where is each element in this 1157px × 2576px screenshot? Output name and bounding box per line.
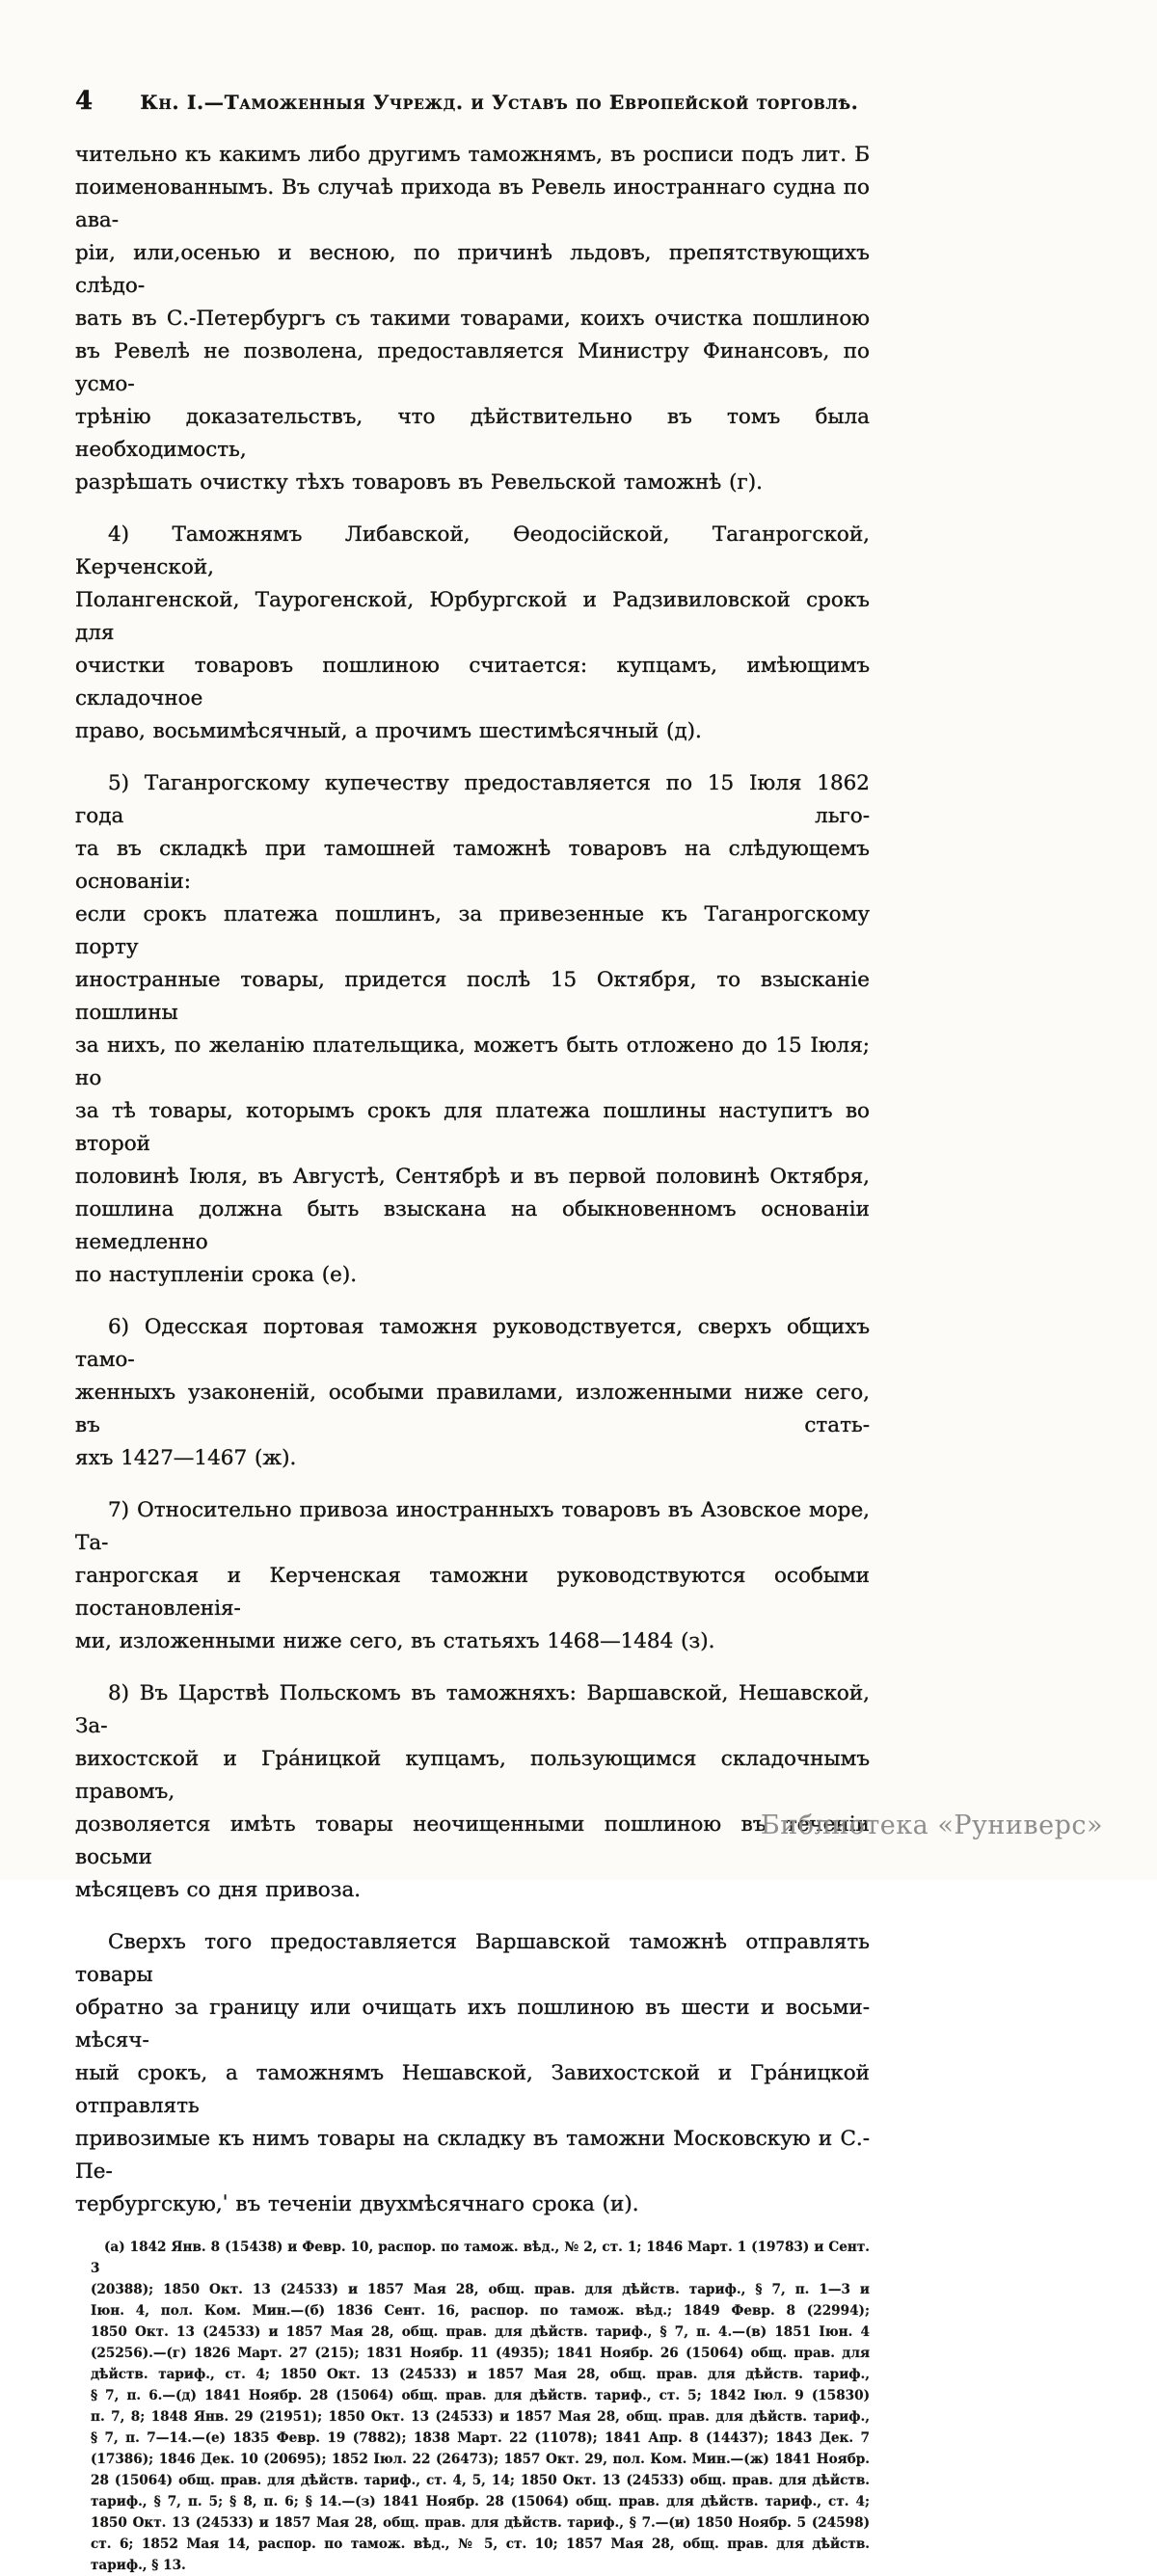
footnote-line: (а) 1842 Янв. 8 (15438) и Февр. 10, распор. по тамож. вѣд., № 2, ст. 1; 1846 Март. 1 (19783) и Сент. 3 <box>91 2240 870 2276</box>
text-line: 6) Одесская портовая таможня руководствуется, сверхъ общихъ тамо- <box>75 1315 870 1372</box>
text-line: ріи, или,осенью и весною, по причинѣ льдовъ, препятствующихъ слѣдо- <box>75 241 870 298</box>
footnote-line: ст. 6; 1852 Мая 14, распор. по тамож. вѣд., № 5, ст. 10; 1857 Мая 28, общ. прав. для дѣйств. <box>91 2536 870 2552</box>
text-line: тербургскую,ˈ въ теченіи двухмѣсячнаго срока (и). <box>75 2192 639 2216</box>
text-line: яхъ 1427—1467 (ж). <box>75 1446 297 1470</box>
footnote-line: (17386); 1846 Дек. 10 (20695); 1852 Іюл. 22 (26473); 1857 Окт. 29, пол. Ком. Мин.—(ж) 1841 Ноябр. <box>91 2452 870 2467</box>
text-line: поименованнымъ. Въ случаѣ прихода въ Ревель иностраннаго судна по ава- <box>75 175 870 232</box>
paragraph <box>75 1311 870 1475</box>
text-line: чительно къ какимъ либо другимъ таможнямъ, въ росписи подъ лит. Б <box>75 143 870 167</box>
text-line: пошлина должна быть взыскана на обыкновенномъ основаніи немедленно <box>75 1197 870 1254</box>
text-line: привозимые къ нимъ товары на складку въ таможни Московскую и С.-Пе- <box>75 2127 870 2184</box>
text-line: право, восьмимѣсячный, а прочимъ шестимѣсячный (д). <box>75 719 702 743</box>
body-text <box>75 139 870 2221</box>
text-line: за нихъ, по желанію плательщика, можетъ быть отложено до 15 Іюля; но <box>75 1033 870 1090</box>
paragraph <box>75 767 870 1292</box>
text-line: женныхъ узаконеній, особыми правилами, изложенными ниже сего, въ стать- <box>75 1381 870 1437</box>
page-header <box>75 87 870 116</box>
paragraph <box>75 519 870 748</box>
text-line: въ Ревелѣ не позволена, предоставляется Министру Финансовъ, по усмо- <box>75 339 870 396</box>
footnote-line: Іюн. 4, пол. Ком. Мин.—(б) 1836 Сент. 16, распор. по тамож. вѣд.; 1849 Февр. 8 (22994); <box>91 2303 870 2319</box>
text-line: Сверхъ того предоставляется Варшавской таможнѣ отправлять товары <box>75 1930 870 1987</box>
text-line: дозволяется имѣть товары неочищенными пошлиною въ теченіи восьми <box>75 1812 870 1869</box>
paragraph <box>75 1926 870 2221</box>
page-number: 4 <box>75 87 94 116</box>
footnote-line: тариф., § 13. <box>91 2558 186 2573</box>
text-block <box>75 87 870 2576</box>
running-title: Кн. I.—Таможенныя Учрежд. и Уставъ по Европейской торговлѣ. <box>140 91 859 114</box>
text-line: половинѣ Іюля, въ Августѣ, Сентябрѣ и въ первой половинѣ Октября, <box>75 1165 870 1189</box>
text-line: 7) Относительно привоза иностранныхъ товаровъ въ Азовское море, Та- <box>75 1498 870 1555</box>
paragraph <box>75 1494 870 1658</box>
footnotes <box>75 2237 870 2576</box>
text-line: если срокъ платежа пошлинъ, за привезенные къ Таганрогскому порту <box>75 902 870 959</box>
footnote-line: (20388); 1850 Окт. 13 (24533) и 1857 Мая 28, общ. прав. для дѣйств. тариф., § 7, п. 1—3 и <box>91 2282 870 2297</box>
text-line: Полангенской, Таурогенской, Юрбургской и Радзивиловской срокъ для <box>75 588 870 645</box>
text-line: разрѣшать очистку тѣхъ товаровъ въ Ревельской таможнѣ (г). <box>75 470 763 495</box>
footnote-line: дѣйств. тариф., ст. 4; 1850 Окт. 13 (24533) и 1857 Мая 28, общ. прав. для дѣйств. тариф., <box>91 2367 870 2382</box>
text-line: вать въ С.-Петербургъ съ такими товарами, коихъ очистка пошлиною <box>75 307 870 331</box>
text-line: 8) Въ Царствѣ Польскомъ въ таможняхъ: Варшавской, Нешавской, За- <box>75 1681 870 1738</box>
footnote-line: § 7, п. 7—14.—(е) 1835 Февр. 19 (7882); 1838 Март. 22 (11078); 1841 Апр. 8 (14437); 1843 Дек. 7 <box>91 2430 870 2446</box>
text-line: ный срокъ, а таможнямъ Нешавской, Завихостской и Гра́ницкой отправлять <box>75 2061 870 2118</box>
text-line: 5) Таганрогскому купечеству предоставляется по 15 Іюля 1862 года льго- <box>75 771 870 828</box>
text-line: та въ складкѣ при тамошней таможнѣ товаровъ на слѣдующемъ основаніи: <box>75 837 870 894</box>
footnote-line: п. 7, 8; 1848 Янв. 29 (21951); 1850 Окт. 13 (24533) и 1857 Мая 28, общ. прав. для дѣйств. тариф., <box>91 2409 870 2425</box>
text-line: вихостской и Гра́ницкой купцамъ, пользующимся складочнымъ правомъ, <box>75 1747 870 1804</box>
footnote-line: § 7, п. 6.—(д) 1841 Ноябр. 28 (15064) общ. прав. для дѣйств. тариф., ст. 5; 1842 Іюл. 9 (15830) <box>91 2388 870 2403</box>
footnote-line: 1850 Окт. 13 (24533) и 1857 Мая 28, общ. прав. для дѣйств. тариф., § 7.—(и) 1850 Ноябр. 5 (24598) <box>91 2515 870 2531</box>
text-line: обратно за границу или очищать ихъ пошлиною въ шести и восьми-мѣсяч- <box>75 1996 870 2053</box>
paragraph <box>75 1677 870 1907</box>
footnote-line: тариф., § 7, п. 5; § 8, п. 6; § 14.—(з) 1841 Ноябр. 28 (15064) общ. прав. для дѣйств. тариф., ст. 4; <box>91 2494 870 2509</box>
text-line: за тѣ товары, которымъ срокъ для платежа пошлины наступитъ во второй <box>75 1099 870 1156</box>
text-line: мѣсяцевъ со дня привоза. <box>75 1878 362 1902</box>
text-line: иностранные товары, придется послѣ 15 Октября, то взысканіе пошлины <box>75 968 870 1025</box>
watermark: Библиотека «Руниверс» <box>760 1811 1103 1840</box>
text-line: по наступленіи срока (е). <box>75 1263 358 1287</box>
text-line: ганрогская и Керченская таможни руководствуются особыми постановленія- <box>75 1564 870 1621</box>
text-line: ми, изложенными ниже сего, въ статьяхъ 1468—1484 (з). <box>75 1629 715 1653</box>
footnote-line: 28 (15064) общ. прав. для дѣйств. тариф., ст. 4, 5, 14; 1850 Окт. 13 (24533) общ. прав. для дѣйств. <box>91 2473 870 2488</box>
paragraph <box>75 139 870 499</box>
footnote-line: 1850 Окт. 13 (24533) и 1857 Мая 28, общ. прав. для дѣйств. тариф., § 7, п. 4.—(в) 1851 Іюн. 4 <box>91 2324 870 2340</box>
text-line: 4) Таможнямъ Либавской, Ѳеодосійской, Таганрогской, Керченской, <box>75 523 870 579</box>
text-line: очистки товаровъ пошлиною считается: купцамъ, имѣющимъ складочное <box>75 654 870 711</box>
footnote-line: (25256).—(г) 1826 Март. 27 (215); 1831 Ноябр. 11 (4935); 1841 Ноябр. 26 (15064) общ. прав. для <box>91 2346 870 2361</box>
text-line: трѣнію доказательствъ, что дѣйствительно въ томъ была необходимость, <box>75 405 870 462</box>
